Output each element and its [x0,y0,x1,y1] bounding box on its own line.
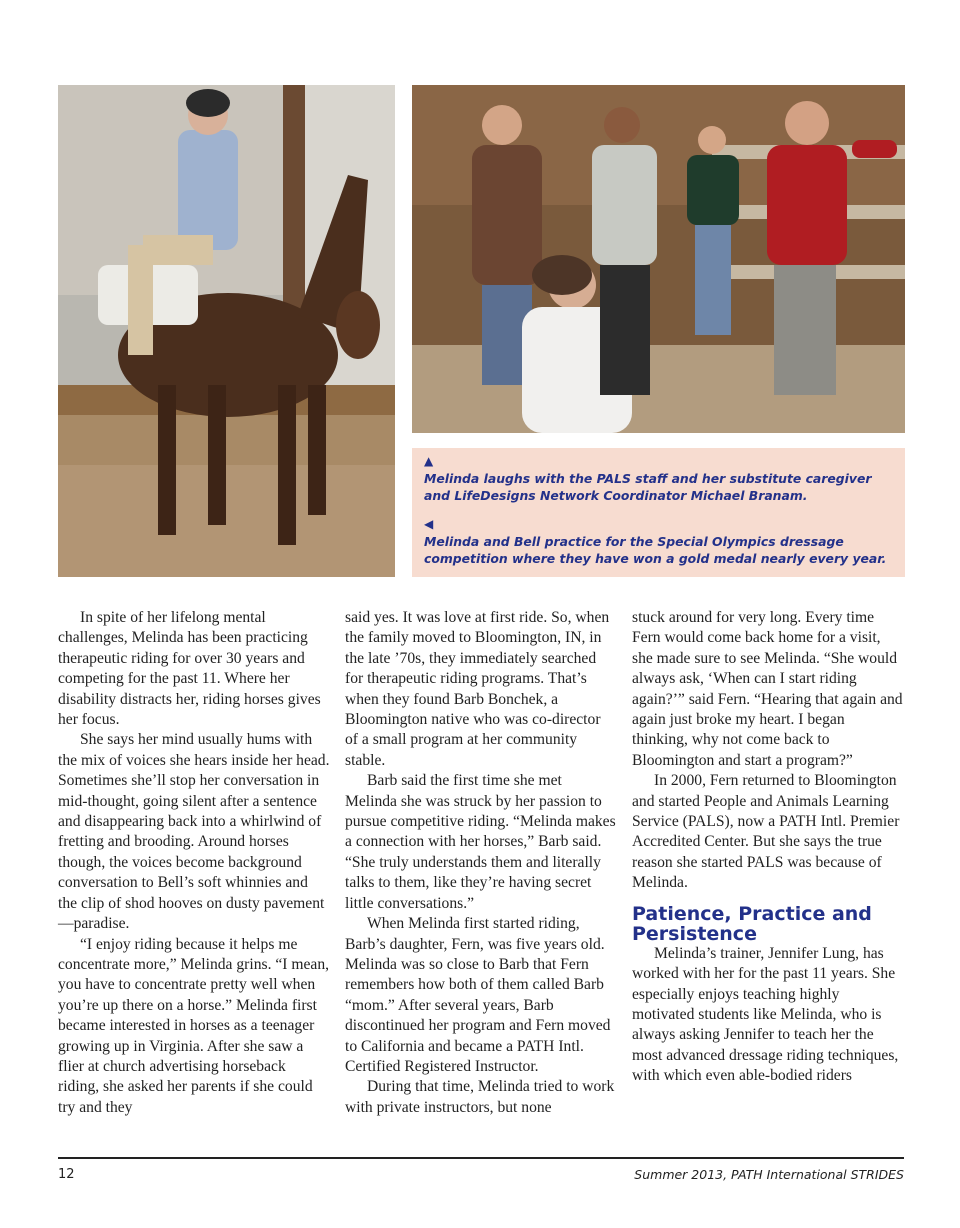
caption-group-photo: Melinda laughs with the PALS staff and her substitute caregiver and LifeDesigns Network Coordinator Michael Branam. [424,471,872,503]
paragraph: said yes. It was love at first ride. So, when the family moved to Bloomington, IN, in the late ’70s, they immediately searched for therapeutic riding programs. That’s when they found Barb Bonchek, a Bloomington native who was co-director of a small program at her community stable. [345,609,610,769]
photo-rider-on-horse [58,85,395,577]
photo-group-at-stable [412,85,905,433]
section-heading: Patience, Practice and Persistence [632,902,872,945]
article-column-3 [632,608,904,1087]
photo-caption-box [412,448,905,577]
article-column-1 [58,608,330,1118]
publication-title: Summer 2013, PATH International STRIDES [634,1167,904,1182]
caption-arrow-up-icon: ▲ [424,454,434,468]
paragraph: stuck around for very long. Every time Fern would come back home for a visit, she made sure to see Melinda. “She would always ask, ‘When can I start riding again?’” said Fern. “Hearing that again and again just broke my heart. I began thinking, why not come back to Bloomington and start a program?” [632,609,903,769]
paragraph: Melinda’s trainer, Jennifer Lung, has worked with her for the past 11 years. She especially enjoys teaching highly motivated students like Melinda, who is always asking Jennifer to teach her the most advanced dressage riding techniques, with which even able-bodied riders [632,944,899,1085]
paragraph: In spite of her lifelong mental challenges, Melinda has been practicing therapeutic riding for over 30 years and competing for the past 11. Where her disability distracts her, riding horses gives her focus. [58,609,321,729]
paragraph: She says her mind usually hums with the mix of voices she hears inside her head. Sometimes she’ll stop her conversation in mid-thought, going silent after a sentence and disappearing back into a whirlwind of fretting and brooding. Around horses though, the voices become background conversation to Bell’s soft whinnies and the clip of shod hooves on dusty pavement—paradise. [58,731,330,933]
paragraph: “I enjoy riding because it helps me concentrate more,” Melinda grins. “I mean, you have to concentrate pretty well when you’re up there on a horse.” Melinda first became interested in horses as a teenager growing up in Virginia. After she saw a flier at church advertising horseback riding, she asked her parents if she could try and they [58,935,330,1116]
article-column-2 [345,608,617,1118]
paragraph: During that time, Melinda tried to work with private instructors, but none [345,1078,615,1116]
page-number: 12 [58,1167,75,1182]
footer-divider [58,1157,904,1159]
paragraph: In 2000, Fern returned to Bloomington and started People and Animals Learning Service (PALS), now a PATH Intl. Premier Accredited Center. But she says the true reason she started PALS was because of Melinda. [632,772,900,892]
paragraph: Barb said the first time she met Melinda she was struck by her passion to pursue competitive riding. “Melinda makes a connection with her horses,” Barb said. “She truly understands them and literally talks to them, like they’re having secret little conversations.” [345,772,616,912]
caption-rider-photo: Melinda and Bell practice for the Special Olympics dressage competition where they have won a gold medal nearly every year. [424,534,887,566]
caption-arrow-left-icon: ◀ [424,517,434,531]
paragraph: When Melinda first started riding, Barb’s daughter, Fern, was five years old. Melinda was so close to Barb that Fern remembers how both of them called Barb “mom.” After several years, Barb discontinued her program and Fern moved to California and became a PATH Intl. Certified Registered Instructor. [345,915,611,1075]
